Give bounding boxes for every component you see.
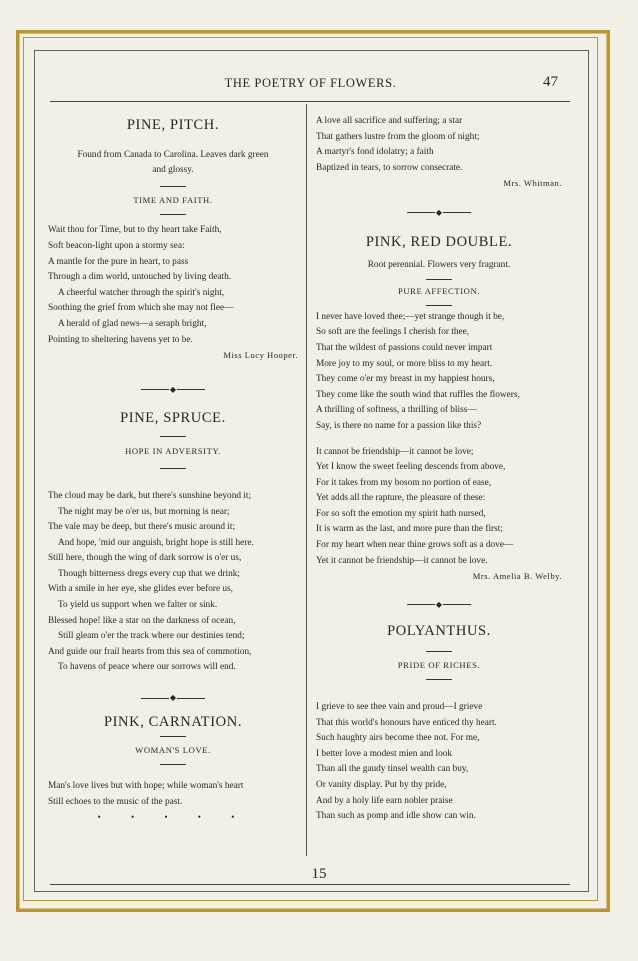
poem-line: Say, is there no name for a passion like this?: [316, 420, 482, 431]
poem-line: It cannot be friendship—it cannot be love;: [316, 446, 474, 457]
ornament-divider: [316, 601, 562, 609]
poem-line: A mantle for the pure in heart, to pass: [48, 256, 189, 267]
poem-line: The night may be o'er us, but morning is near;: [58, 506, 230, 517]
attribution: Mrs. Amelia B. Welby.: [472, 571, 562, 582]
poem-line: And by a holy life earn nobler praise: [316, 795, 453, 806]
poem-line: For so soft the emotion my spirit hath nursed,: [316, 508, 486, 519]
poem-line: Still gleam o'er the track where our destinies tend;: [58, 631, 245, 642]
attribution: Miss Lucy Hooper.: [223, 350, 298, 361]
poem-line: Though bitterness dregs every cup that we drink;: [58, 568, 241, 579]
poem-line: They come like the south wind that ruffles the flowers,: [316, 389, 520, 400]
attribution: Mrs. Whitman.: [503, 178, 562, 189]
diamond-ornament-icon: ◆: [435, 207, 443, 217]
poem-line: More joy to my soul, or more bliss to my heart.: [316, 358, 493, 369]
poem-line: It is warm as the last, and more pure than the first;: [316, 524, 503, 535]
diamond-ornament-icon: ◆: [169, 384, 177, 394]
poem-line: Man's love lives but with hope; while woman's heart: [48, 781, 244, 792]
poem-line: The cloud may be dark, but there's sunshine beyond it;: [48, 490, 252, 501]
poem-line: A martyr's fond idolatry; a faith: [316, 147, 434, 158]
poem-line: Than all the gaudy tinsel wealth can buy,: [316, 764, 469, 775]
footer-rule: [50, 884, 570, 885]
folio-number: 15: [311, 866, 327, 882]
description-line: Found from Canada to Carolina. Leaves dark green: [77, 149, 269, 160]
poem-line: For it takes from my bosom no portion of ease,: [316, 477, 492, 488]
subheading-hope-in-adversity: HOPE IN ADVERSITY.: [125, 446, 221, 457]
poem-line: Yet adds all the rapture, the pleasure of these:: [316, 493, 486, 504]
poem-line: With a smile in her eye, she glides ever before us,: [48, 584, 233, 595]
subheading-time-and-faith: TIME AND FAITH.: [133, 194, 213, 205]
poem-line: I better love a modest mien and look: [316, 748, 453, 759]
poem-line: Yet I know the sweet feeling descends from above,: [316, 462, 506, 473]
header-rule: [50, 101, 570, 102]
ellipsis-dots: • • • • •: [97, 812, 249, 823]
poem-line: That gathers lustre from the gloom of night;: [316, 131, 480, 142]
poem-line: To havens of peace where our sorrows will end.: [58, 662, 236, 673]
poem-line: Still here, though the wing of dark sorrow is o'er us,: [48, 553, 242, 564]
poem-line: Soft beacon-light upon a stormy sea:: [48, 240, 185, 251]
poem-line: A love all sacrifice and suffering; a star: [316, 116, 463, 126]
poem-line: And guide our frail hearts from this sea of commotion,: [48, 646, 252, 657]
poem-line: And hope, 'mid our anguish, bright hope is still here.: [58, 537, 254, 548]
subheading-pure-affection: PURE AFFECTION.: [397, 286, 481, 297]
poem-line: To yield us support when we falter or sink.: [58, 600, 218, 611]
poem-line: I never have loved thee;—yet strange though it be,: [316, 311, 505, 322]
ornament-divider: [48, 386, 298, 394]
diamond-ornament-icon: ◆: [169, 693, 177, 703]
ornament-divider: [316, 209, 562, 217]
poem-line: A thrilling of softness, a thrilling of bliss—: [316, 405, 477, 416]
subheading-womans-love: WOMAN'S LOVE.: [135, 744, 211, 755]
page-number: 47: [543, 74, 558, 90]
poem-line: Such haughty airs become thee not. For me,: [316, 733, 480, 744]
poem-line: A cheerful watcher through the spirit's night,: [58, 287, 225, 298]
left-column: [48, 118, 298, 826]
poem-line: Blessed hope! like a star on the darkness of ocean,: [48, 615, 236, 626]
poem-line: For my heart when near thine grows soft as a dove—: [316, 540, 514, 551]
diamond-ornament-icon: ◆: [435, 599, 443, 609]
poem-line: Or vanity display. Put by thy pride,: [316, 780, 447, 790]
poem-line: That the wildest of passions could never impart: [316, 342, 493, 353]
poem-line: Soothing the grief from which she may not flee—: [48, 303, 234, 314]
section-title-pine-pitch: PINE, PITCH.: [126, 117, 220, 133]
right-column: [316, 114, 562, 825]
poem-line: Yet it cannot be friendship—it cannot be love.: [316, 555, 488, 566]
poem-line: Wait thou for Time, but to thy heart take Faith,: [48, 225, 222, 236]
description-line: and glossy.: [152, 165, 194, 176]
poem-line: They come o'er my breast in my happiest hours,: [316, 374, 495, 385]
poem-line: I grieve to see thee vain and proud—I grieve: [316, 702, 483, 713]
poem-line: Through a dim world, untouched by living death.: [48, 272, 232, 283]
section-title-pink-carnation: PINK, CARNATION.: [103, 714, 243, 731]
poem-line: Than such as pomp and idle show can win.: [316, 811, 476, 822]
ornament-divider: [48, 694, 298, 702]
poem-line: Still echoes to the music of the past.: [48, 796, 183, 807]
poem-line: So soft are the feelings I cherish for thee,: [316, 327, 470, 338]
section-title-polyanthus: POLYANTHUS.: [387, 622, 491, 639]
poem-line: A herald of glad news—a seraph bright,: [58, 318, 207, 329]
subheading-pride-of-riches: PRIDE OF RICHES.: [397, 660, 481, 671]
poem-line: That this world's honours have enticed thy heart.: [316, 717, 497, 728]
running-title: THE POETRY OF FLOWERS.: [224, 76, 397, 90]
description-line: Root perennial. Flowers very fragrant.: [367, 259, 511, 270]
section-title-pine-spruce: PINE, SPRUCE.: [120, 409, 226, 426]
poem-line: The vale may be deep, but there's music around it;: [48, 522, 236, 533]
poem-line: Pointing to sheltering havens yet to be.: [48, 334, 193, 345]
section-title-pink-red-double: PINK, RED DOUBLE.: [365, 233, 513, 250]
poem-line: Baptized in tears, to sorrow consecrate.: [316, 162, 463, 173]
column-divider: [306, 104, 307, 856]
